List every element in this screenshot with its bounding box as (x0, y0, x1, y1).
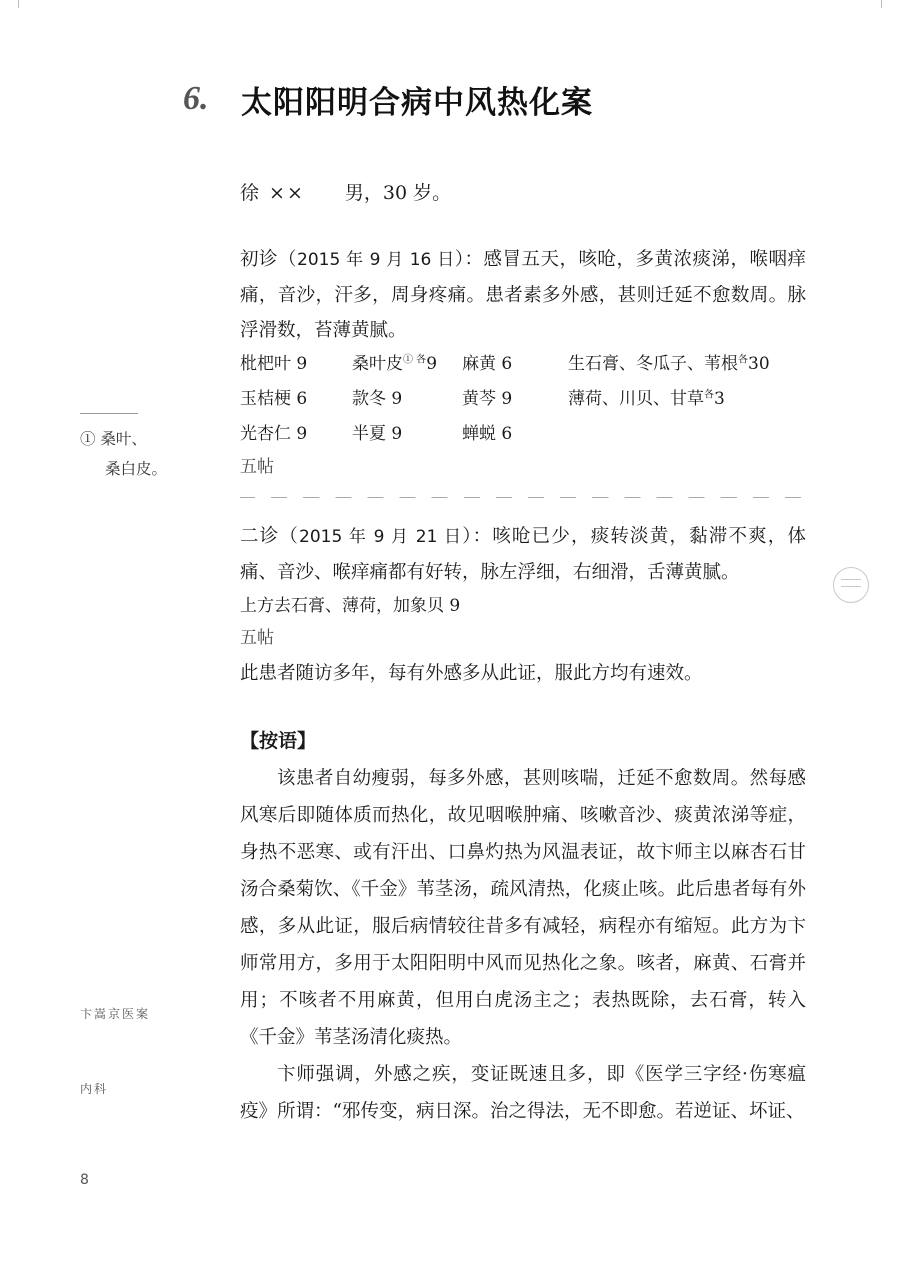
second-visit-label: 二诊（ (240, 526, 300, 547)
herb-item: 麻黄 6 (462, 354, 513, 374)
footnote-line: 桑白皮。 (105, 460, 168, 478)
herb-item: 生石膏、冬瓜子、苇根$^各$30 (568, 354, 770, 374)
herb-item: 玉桔梗 6 (240, 389, 308, 409)
commentary-paragraph: 该患者自幼瘦弱，每多外感，甚则咳喘，迁延不愈数周。然每感风寒后即随体质而热化，故见咽喉肿痛、咳嗽音沙、痰黄浓涕等症，身热不恶寒、或有汗出、口鼻灼热为风温表证，故卞师主以麻杏石甘汤合桑菊饮、《千金》苇茎汤，疏风清热，化痰止咳。此后患者每有外感，多从此证，服后病情较往昔多有减轻，病程亦有缩短。此方为卞师常用方，多用于太阳阳明中风而见热化之象。咳者，麻黄、石膏并用；不咳者不用麻黄，但用白虎汤主之；表热既除，去石膏，转入《千金》苇茎汤清化痰热。 (240, 768, 806, 1048)
crop-mark (0, 0, 19, 8)
second-visit-date: 2015 年 9 月 21 日 (299, 527, 463, 547)
herb-item: 款冬 9 (352, 389, 403, 409)
prescription-modification: 上方去石膏、薄荷，加象贝 9 (240, 596, 461, 616)
patient-details: 男，30 岁。 (344, 182, 452, 204)
running-head-section: 内科 (80, 1082, 109, 1096)
prescription-row (240, 382, 806, 417)
publisher-logo-icon (833, 567, 869, 603)
dosage-count: 五帖 (240, 457, 274, 477)
case-number: 6. (183, 80, 209, 117)
herb-item: 光杏仁 9 (240, 424, 308, 444)
footnote-line: ① 桑叶、 (80, 430, 147, 448)
footnote-rule (80, 413, 138, 414)
footnote-mark: ① 各 (403, 354, 427, 366)
first-visit (240, 242, 806, 348)
page-number: 8 (80, 1172, 89, 1188)
herb-item: 半夏 9 (352, 424, 403, 444)
section-divider (240, 497, 806, 498)
herb-item: 蝉蜕 6 (462, 424, 513, 444)
first-visit-date: 2015 年 9 月 16 日 (297, 250, 455, 270)
first-visit-label: 初诊（ (240, 249, 297, 270)
dosage-count: 五帖 (240, 628, 274, 648)
follow-up-note: 此患者随访多年，每有外感多从此证，服此方均有速效。 (240, 663, 703, 684)
patient-name: 徐 ×× (240, 182, 305, 204)
commentary-paragraph: 卞师强调，外感之疾，变证既速且多，即《医学三字经·伤寒瘟疫》所谓：“邪传变，病日深。治之得法，无不即愈。若逆证、坏证、 (240, 1064, 806, 1122)
second-visit-close: ）： (462, 526, 493, 547)
herb-item: 枇杷叶 9 (240, 354, 308, 374)
case-title (183, 74, 593, 124)
commentary-heading: 【按语】 (240, 730, 317, 752)
footnote (80, 424, 167, 484)
prescription (240, 347, 806, 452)
second-visit (240, 519, 806, 590)
crop-mark (881, 0, 900, 8)
prescription-row (240, 417, 806, 452)
first-visit-text: 感冒五天，咳呛，多黄浓痰涕，喉咽痒痛，音沙，汗多，周身疼痛。患者素多外感，甚则迁延不愈数周。脉浮滑数，苔薄黄腻。 (240, 249, 806, 341)
running-head-book: 卞嵩京医案 (80, 1007, 151, 1021)
prescription-row (240, 347, 806, 382)
case-title-text: 太阳阳明合病中风热化案 (241, 84, 593, 121)
second-visit-text: 咳呛已少，痰转淡黄，黏滞不爽，体痛、音沙、喉痒痛都有好转，脉左浮细，右细滑，舌薄黄腻。 (240, 526, 806, 583)
herb-item: 薄荷、川贝、甘草$^各$3 (568, 389, 725, 409)
herb-item: 黄芩 9 (462, 389, 513, 409)
herb-item: 桑叶皮$^{① 各}$9 (352, 354, 438, 374)
commentary (240, 760, 806, 1130)
first-visit-close: ）： (454, 249, 484, 270)
patient-info (240, 178, 451, 205)
